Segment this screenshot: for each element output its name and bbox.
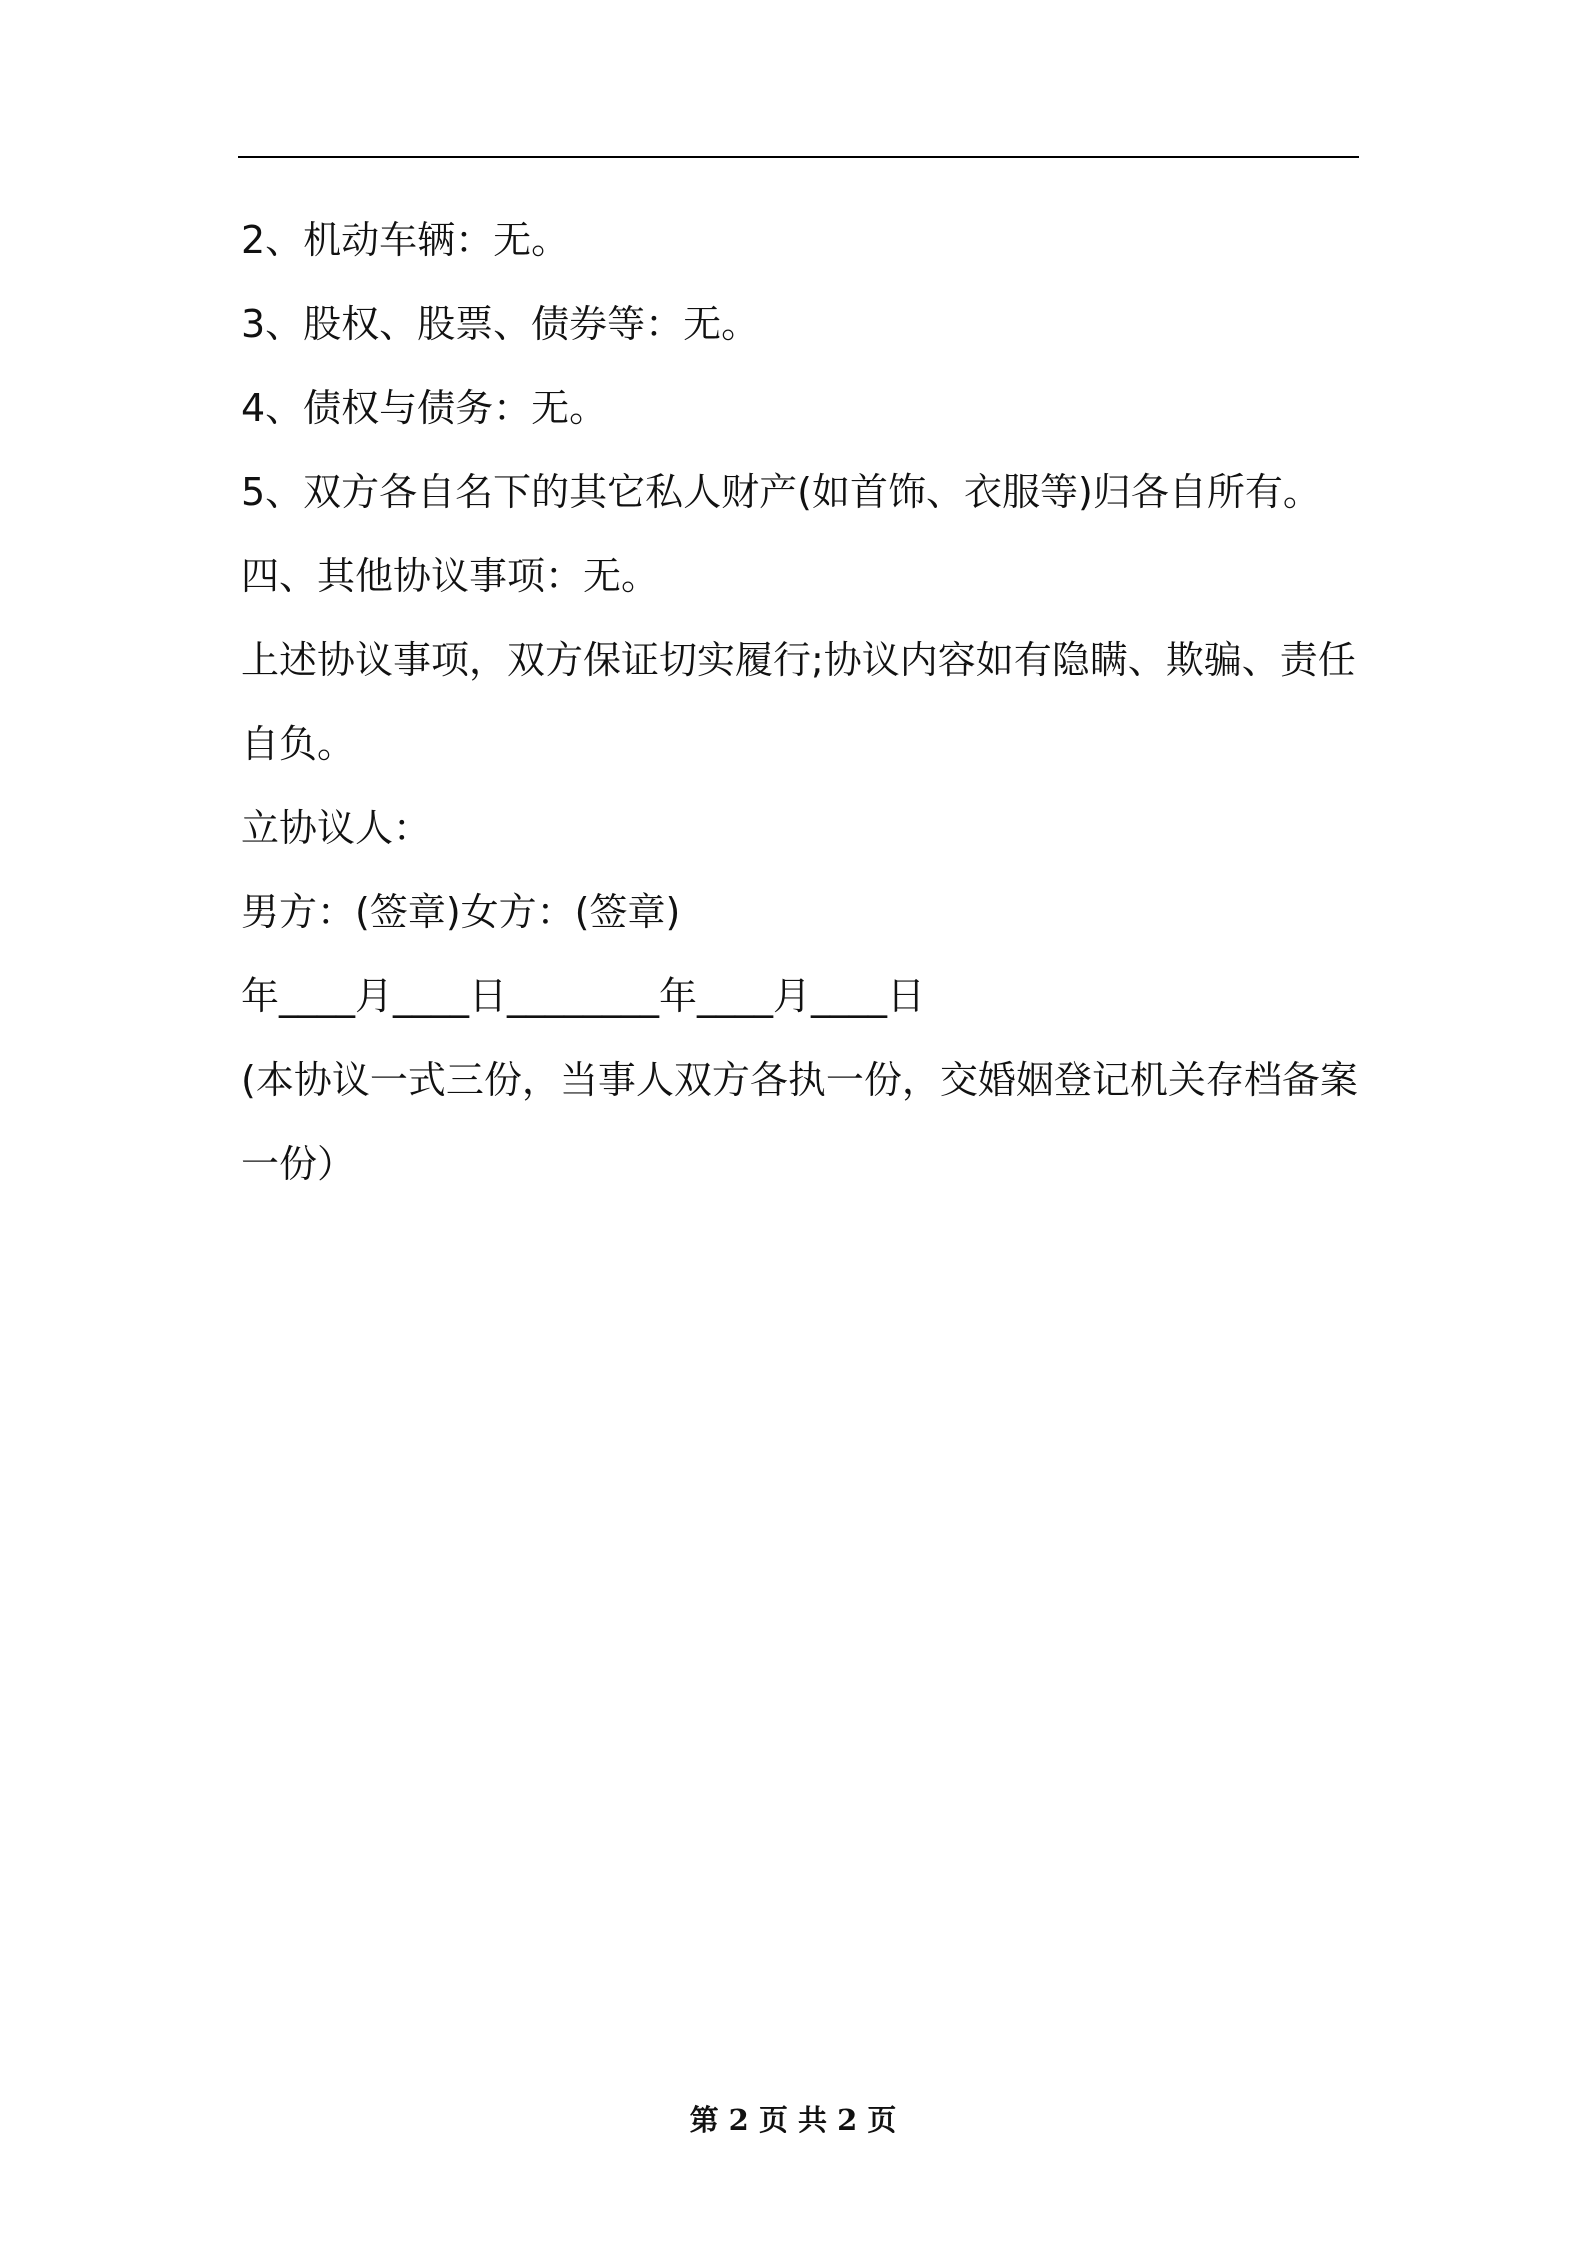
list-item-debts: 4、债权与债务：无。 xyxy=(241,386,608,430)
list-item-personal-property: 5、双方各自名下的其它私人财产(如首饰、衣服等)归各自所有。 xyxy=(241,470,1321,514)
guarantee-paragraph-line-1: 上述协议事项，双方保证切实履行;协议内容如有隐瞒、欺骗、责任 xyxy=(241,638,1356,682)
list-item-equity: 3、股权、股票、债券等：无。 xyxy=(241,302,760,346)
header-rule xyxy=(238,156,1359,158)
guarantee-paragraph-line-2: 自负。 xyxy=(241,722,356,766)
list-item-vehicles: 2、机动车辆：无。 xyxy=(241,218,570,262)
signatories-label: 立协议人： xyxy=(241,806,432,850)
date-line: 年____月____日________年____月____日 xyxy=(241,974,926,1018)
signature-line: 男方：(签章)女方：(签章) xyxy=(241,890,681,934)
copies-note-line-1: (本协议一式三份，当事人双方各执一份，交婚姻登记机关存档备案 xyxy=(241,1058,1358,1102)
page-number: 第 2 页 共 2 页 xyxy=(689,2103,897,2137)
section-other-matters: 四、其他协议事项：无。 xyxy=(241,554,660,598)
copies-note-line-2: 一份） xyxy=(241,1142,356,1186)
document-body xyxy=(241,198,1365,1206)
